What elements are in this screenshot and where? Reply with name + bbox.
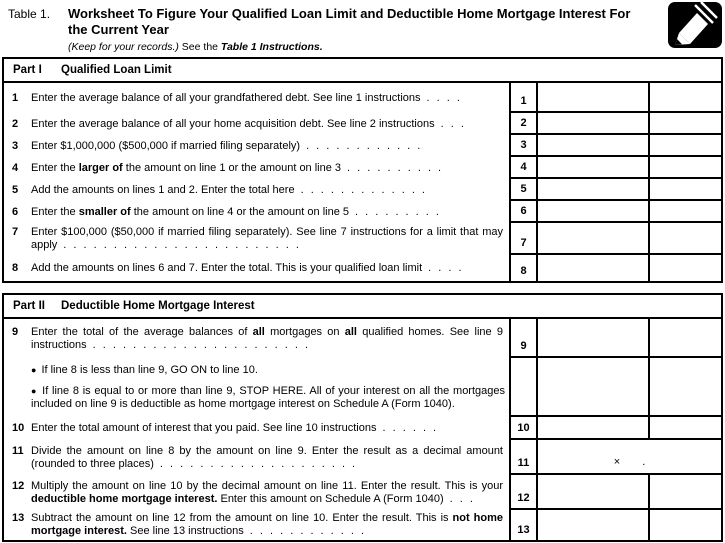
part2-label: Part II [13, 300, 45, 312]
subtitle-segment: See the [181, 41, 221, 53]
line-number-box: 7 [511, 223, 538, 255]
worksheet-row-line-13 [4, 510, 721, 540]
row-description-inner [12, 480, 505, 506]
entry-cell-dollars[interactable] [538, 113, 650, 135]
line-number-box: 5 [511, 179, 538, 201]
entry-cell-cents[interactable] [650, 223, 721, 255]
row-text: Enter the smaller of the amount on line 4 or the amount on line 5 . . . . . . . . . [31, 205, 439, 218]
entry-cell-dollars[interactable] [538, 223, 650, 255]
row-text-bold: all [344, 325, 357, 338]
line-number-left: 10 [12, 422, 25, 434]
part2-header [4, 295, 721, 319]
entry-cell-dollars[interactable] [538, 358, 650, 417]
line-number-left: 5 [12, 183, 19, 196]
line-number-box: 11 [511, 440, 538, 475]
subtitle-segment: (Keep for your records.) [68, 41, 182, 53]
entry-cell-cents[interactable] [650, 417, 721, 440]
row-description [4, 319, 511, 358]
entry-cell-cents[interactable] [650, 201, 721, 223]
worksheet-row-line-11 [4, 440, 721, 475]
part2-title: Deductible Home Mortgage Interest [61, 300, 255, 312]
row-description [4, 157, 511, 179]
row-description [4, 179, 511, 201]
row-description-inner [12, 226, 505, 252]
row-text: Enter $100,000 ($50,000 if married filing separately). See line 7 instructions for a limit that may apply . . . . . . . . . . . . . . . . . . . . . . . . [31, 226, 503, 251]
entry-cell-dollars[interactable] [538, 157, 650, 179]
line-number-left: 7 [12, 226, 19, 238]
row-text: Enter the average balance of all your grandfathered debt. See line 1 instructions . . . . [31, 91, 460, 104]
dot-leader: . . . . . . . . . [355, 205, 439, 218]
entry-cell-decimal[interactable] [538, 440, 721, 475]
row-description [4, 113, 511, 135]
row-text: Enter the total amount of interest that you paid. See line 10 instructions . . . . . . [31, 422, 437, 434]
dot-leader: . . . . . . . . . . . . [249, 525, 365, 537]
entry-cell-cents[interactable] [650, 319, 721, 358]
table-number-label: Table 1. [8, 7, 51, 21]
bullet-item: ● If line 8 is less than line 9, GO ON to line 10. [31, 364, 258, 376]
part2-deductible-interest-table [2, 293, 723, 542]
worksheet-row-line-5 [4, 179, 721, 201]
entry-cell-cents[interactable] [650, 255, 721, 281]
row-text: Multiply the amount on line 10 by the decimal amount on line 11. Enter the result. This is your deductible home mortgage interest. Enter this amount on Schedule A (Form 1040) . . . [31, 479, 503, 505]
line-number-box: 8 [511, 255, 538, 281]
entry-cell-cents[interactable] [650, 475, 721, 510]
entry-cell-dollars[interactable] [538, 255, 650, 281]
dot-leader: . . . . [426, 91, 460, 104]
worksheet-row-line-4 [4, 157, 721, 179]
line-number-box: 2 [511, 113, 538, 135]
decimal-point: . [642, 456, 646, 468]
row-description-inner [12, 512, 505, 538]
dot-leader: . . . . . . [382, 422, 437, 434]
row-text-bold: all [252, 325, 265, 338]
worksheet-subtitle [68, 41, 323, 53]
row-text: Enter the larger of the amount on line 1 or the amount on line 3 . . . . . . . . . . [31, 161, 442, 174]
row-text: Enter $1,000,000 ($500,000 if married filing separately) . . . . . . . . . . . . [31, 139, 421, 152]
line-number-box: 3 [511, 135, 538, 157]
dot-leader: . . . [449, 492, 473, 505]
entry-cell-cents[interactable] [650, 83, 721, 113]
bullet-icon: ● [31, 386, 38, 396]
row-text-bold: deductible home mortgage interest. [31, 492, 218, 505]
line-number-left: 9 [12, 325, 19, 338]
row-description [4, 440, 511, 475]
line-number-left: 1 [12, 91, 19, 104]
row-description [4, 135, 511, 157]
line-number-left: 4 [12, 161, 19, 174]
dot-leader: . . . . . . . . . . . . . . . . . . . . [159, 457, 356, 470]
entry-cell-dollars[interactable] [538, 201, 650, 223]
dot-leader: . . . . . . . . . . [347, 161, 442, 174]
worksheet-header [0, 0, 725, 57]
worksheet-row-line-7 [4, 223, 721, 255]
dot-leader: . . . [440, 117, 464, 130]
row-description-inner [12, 326, 505, 352]
part1-title: Qualified Loan Limit [61, 64, 172, 76]
worksheet-row-line-3 [4, 135, 721, 157]
row-description [4, 255, 511, 281]
worksheet-title: Worksheet To Figure Your Qualified Loan Limit and Deductible Home Mortgage Interest For the Current Year [68, 6, 631, 37]
row-text-bold: not home mortgage interest. [31, 512, 503, 537]
row-description [4, 223, 511, 255]
row-description-inner [12, 422, 505, 435]
row-text: Enter the total of the average balances of all mortgages on all qualified homes. See line 9 instructions . . . . . . . . . . . . . . . . . . . . . . [31, 325, 503, 351]
line-number-box: 13 [511, 510, 538, 540]
entry-cell-dollars[interactable] [538, 475, 650, 510]
row-description-inner [12, 445, 505, 471]
entry-cell-cents[interactable] [650, 510, 721, 540]
bullet-icon: ● [31, 365, 37, 375]
entry-cell-cents[interactable] [650, 135, 721, 157]
line-number-box: 12 [511, 475, 538, 510]
row-description [4, 201, 511, 223]
row-description [4, 510, 511, 540]
row-text-bold: larger of [78, 161, 123, 174]
entry-cell-dollars[interactable] [538, 510, 650, 540]
row-text: Add the amounts on lines 6 and 7. Enter the total. This is your qualified loan limit . . . . [31, 261, 462, 274]
row-description-inner [12, 140, 505, 153]
instruction-bullets-row [4, 358, 721, 417]
line-number-box-empty [511, 358, 538, 417]
pencil-icon [668, 2, 722, 48]
entry-cell-dollars[interactable] [538, 417, 650, 440]
entry-cell-dollars[interactable] [538, 135, 650, 157]
entry-cell-dollars[interactable] [538, 319, 650, 358]
part1-header [4, 59, 721, 83]
line-number-box: 6 [511, 201, 538, 223]
worksheet-row-line-2 [4, 113, 721, 135]
entry-cell-cents[interactable] [650, 113, 721, 135]
multiply-sign: × [613, 456, 621, 468]
line-number-left: 2 [12, 117, 19, 130]
line-number-box: 9 [511, 319, 538, 358]
row-text: Add the amounts on lines 1 and 2. Enter the total here . . . . . . . . . . . . . [31, 183, 425, 196]
worksheet-row-line-1 [4, 83, 721, 113]
line-number-left: 13 [12, 512, 25, 524]
dot-leader: . . . . . . . . . . . . . . . . . . . . . . . . [63, 239, 299, 251]
dot-leader: . . . . [428, 261, 462, 274]
line-number-left: 11 [12, 444, 24, 457]
dot-leader: . . . . . . . . . . . . . [300, 183, 425, 196]
worksheet-row-line-12 [4, 475, 721, 510]
line-number-left: 3 [12, 139, 19, 152]
part1-qualified-loan-limit-table [2, 57, 723, 283]
row-description-inner [12, 262, 505, 275]
row-description-inner [12, 206, 505, 219]
part2-rows [4, 319, 721, 540]
row-description-inner [12, 184, 505, 197]
row-text: Divide the amount on line 8 by the amount on line 9. Enter the result as a decimal amount (rounded to three places) . . . . . . . . . . . . . . . . . . . . [31, 444, 503, 470]
row-description-inner [12, 92, 505, 105]
line-number-box: 10 [511, 417, 538, 440]
row-description-inner [12, 118, 505, 131]
part1-rows [4, 83, 721, 281]
line-number-box: 1 [511, 83, 538, 113]
subtitle-segment: Table 1 Instructions. [220, 41, 323, 53]
bullet-item: ● If line 8 is equal to or more than line 9, STOP HERE. All of your interest on all the mortgages included on line 9 is deductible as home mortgage interest on Schedule A (Form 1040). [31, 385, 506, 410]
row-description-inner [12, 162, 505, 175]
entry-cell-cents[interactable] [650, 179, 721, 201]
row-description [4, 83, 511, 113]
worksheet-row-line-10 [4, 417, 721, 440]
entry-cell-dollars[interactable] [538, 83, 650, 113]
worksheet-row-line-6 [4, 201, 721, 223]
entry-cell-cents[interactable] [650, 157, 721, 179]
line-number-left: 12 [12, 479, 25, 492]
line-number-box: 4 [511, 157, 538, 179]
entry-cell-cents[interactable] [650, 358, 721, 417]
instruction-bullets [4, 358, 511, 417]
row-description [4, 475, 511, 510]
part1-label: Part I [13, 64, 42, 76]
entry-cell-dollars[interactable] [538, 179, 650, 201]
row-description [4, 417, 511, 440]
line-number-left: 6 [12, 205, 19, 218]
dot-leader: . . . . . . . . . . . . . . . . . . . . . . [92, 338, 309, 351]
row-text: Enter the average balance of all your home acquisition debt. See line 2 instructions . . . [31, 117, 464, 130]
worksheet-row-line-8 [4, 255, 721, 281]
row-text-bold: smaller of [78, 205, 131, 218]
line-number-left: 8 [12, 261, 19, 274]
row-text: Subtract the amount on line 12 from the amount on line 10. Enter the result. This is not home mortgage interest. See line 13 instructions . . . . . . . . . . . . [31, 512, 503, 537]
worksheet-row-line-9 [4, 319, 721, 358]
dot-leader: . . . . . . . . . . . . [306, 139, 421, 152]
